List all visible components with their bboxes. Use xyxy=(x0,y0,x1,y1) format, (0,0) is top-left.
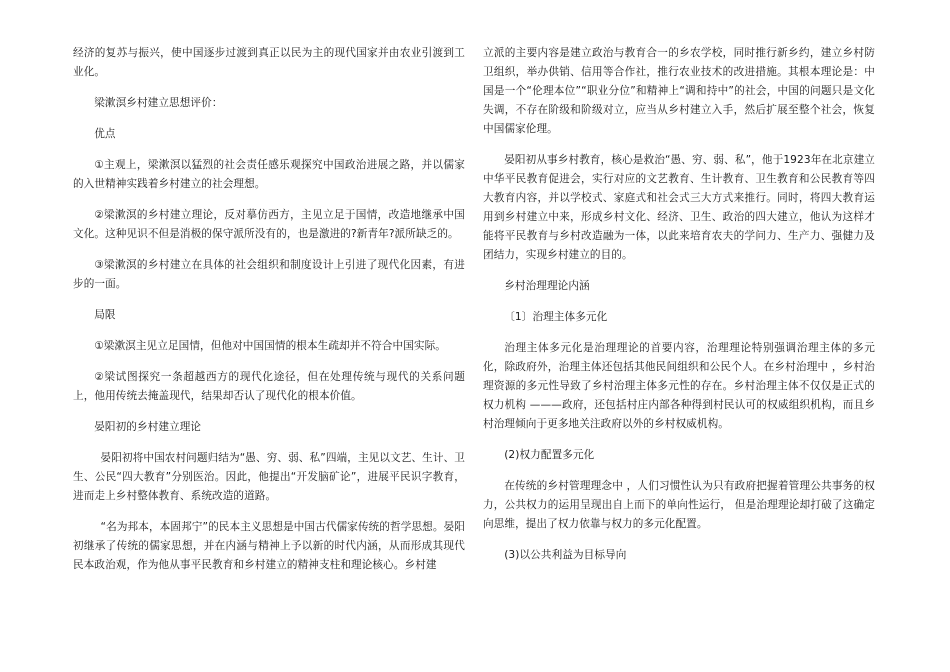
heading-rural-governance: 乡村治理理论内涵 xyxy=(504,280,590,292)
heading-merits: 优点 xyxy=(94,128,116,140)
heading-governance-2: (2)权力配置多元化 xyxy=(504,449,595,461)
merit-2-paragraph: ②梁漱溟的乡村建立理论，反对摹仿西方，主见立足于国情，改造地继承中国文化。这种见识不但是消极的保守派所没有的，也是激进的?新青年?派所缺乏的。 xyxy=(73,209,465,240)
yan-paragraph-3: 晏阳初从事乡村教育，核心是救治“愚、穷、弱、私”，他于1923年在北京建立中华平民教育促进会，实行对应的文艺教育、生计教育、卫生教育和公民教育等四大教育内容，并以学校式、家庭式和社会式三大方式来推行。同时，将四大教育运用到乡村建立中来，形成乡村文化、经济、卫生、政治的四大建立，他认为这样才能将平民教育与乡村改造融为一体，以此来培育农夫的学问力、生产力、强健力及团结力，实现乡村建立的目的。 xyxy=(483,154,875,261)
merit-3-paragraph: ③梁漱溟的乡村建立在具体的社会组织和制度设计上引进了现代化因素，有进步的一面。 xyxy=(73,259,465,290)
heading-liang-evaluation: 梁漱溟乡村建立思想评价： xyxy=(94,97,223,109)
yan-paragraph-1: 晏阳初将中国农村问题归结为“愚、穷、弱、私”四端，主见以文艺、生计、卫生、公民“四大教育”分别医治。因此，他提出“开发脑矿论”，进展平民识字教育，进而走上乡村整体教育、系统改造的道路。 xyxy=(73,452,465,502)
governance-1-paragraph: 治理主体多元化是治理理论的首要内容，治理理论特别强调治理主体的多元化，除政府外，治理主体还包括其他民间组织和公民个人。在乡村治理中 ，乡村治理资源的多元性导致了乡村治理主体多元性的存在。乡村治理主体不仅仅是正式的权力机构 ———政府，还包括村庄内部各种得到村民认可的权威组织机构，而且乡村治理倾向于更多地关注政府以外的乡村权威机构。 xyxy=(483,342,875,430)
heading-governance-3: (3)以公共利益为目标导向 xyxy=(504,549,627,561)
intro-paragraph: 经济的复苏与振兴，使中国逐步过渡到真正以民为主的现代国家并由农业引渡到工业化。 xyxy=(73,47,465,78)
continued-paragraph: 立派的主要内容是建立政治与教育合一的乡农学校，同时推行新乡约，建立乡村防卫组织，举办供销、信用等合作社，推行农业技术的改进措施。其根本理论是：中国是一个“伦理本位”“职业分位”和精神上“调和持中”的社会，中国的问题只是文化失调，不存在阶级和阶级对立，应当从乡村建立入手，然后扩展至整个社会，恢复中国儒家伦理。 xyxy=(483,47,875,135)
yan-paragraph-2: “名为邦本，本固邦宁”的民本主义思想是中国古代儒家传统的哲学思想。晏阳初继承了传统的儒家思想，并在内涵与精神上予以新的时代内涵，从而形成其现代民本政治观，作为他从事平民教育和乡村建立的精神支柱和理论核心。乡村建 xyxy=(73,521,465,571)
limit-2-paragraph: ②梁试图探究一条超越西方的现代化途径，但在处理传统与现代的关系问题上，他用传统去掩盖现代，结果却否认了现代化的根本价值。 xyxy=(73,371,465,402)
heading-limitations: 局限 xyxy=(94,309,116,321)
governance-2-paragraph: 在传统的乡村管理理念中 ，人们习惯性认为只有政府把握着管理公共事务的权力，公共权力的运用呈现出自上而下的单向性运行， 但是治理理论却打破了这确定向思维，提出了权力依靠与权力的多元化配置。 xyxy=(483,480,875,530)
heading-governance-1: 〔1〕治理主体多元化 xyxy=(504,311,608,323)
merit-1-paragraph: ①主观上，梁漱溟以猛烈的社会责任感乐观探究中国政治进展之路，并以儒家的入世精神实践着乡村建立的社会理想。 xyxy=(73,159,465,190)
left-column xyxy=(73,44,465,575)
heading-yan-theory: 晏阳初的乡村建立理论 xyxy=(94,421,202,433)
limit-1-paragraph: ①梁漱溟主见立足国情，但他对中国国情的根本生疏却并不符合中国实际。 xyxy=(94,340,446,352)
right-column xyxy=(483,44,875,565)
